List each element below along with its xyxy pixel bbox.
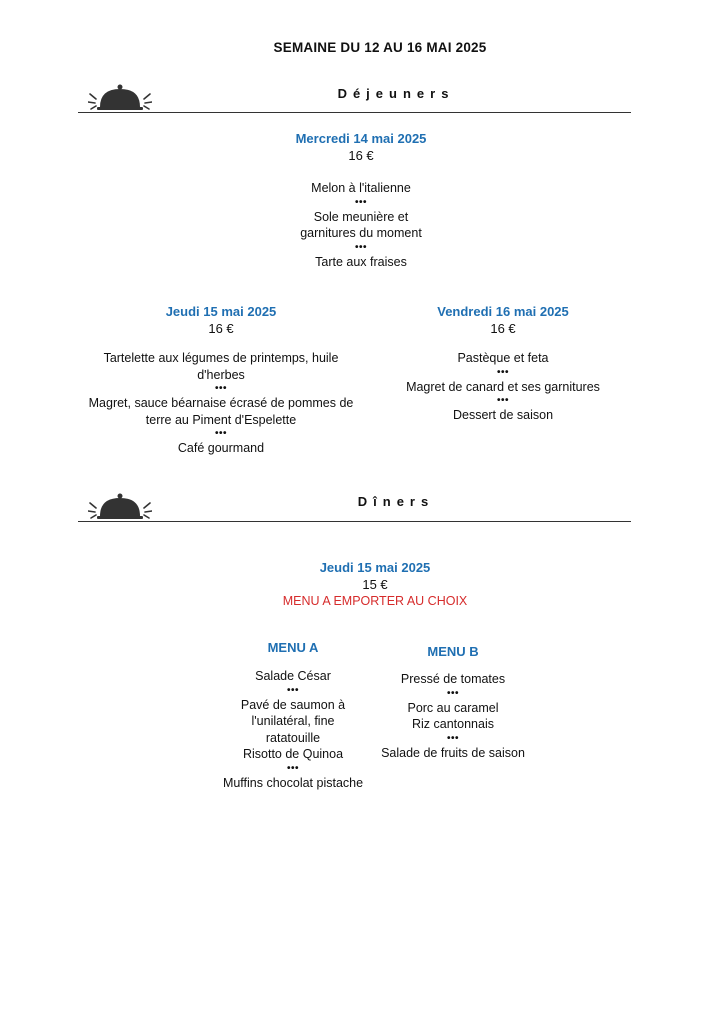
lunch-day-wednesday	[236, 131, 486, 270]
lunch-heading: Déjeuners	[337, 86, 455, 101]
day-price: 16 €	[490, 321, 516, 336]
separator-dots: •••	[354, 241, 367, 253]
menu-item: Magret, sauce béarnaise écrasé de pommes de	[88, 396, 354, 410]
day-price: 15 €	[362, 577, 388, 592]
menu-title: MENU B	[427, 644, 479, 659]
menu-item: Melon à l'italienne	[311, 181, 411, 195]
dinner-day-thursday	[236, 560, 514, 608]
menu-title: MENU A	[267, 640, 319, 655]
menu-a	[213, 640, 373, 791]
menu-b	[373, 644, 533, 761]
dinner-heading: Dîners	[357, 494, 435, 509]
day-price: 16 €	[348, 148, 374, 163]
takeaway-note: MENU A EMPORTER AU CHOIX	[282, 594, 468, 608]
menu-item: Salade César	[255, 669, 331, 683]
lunch-divider	[78, 112, 631, 113]
separator-dots: •••	[214, 428, 227, 439]
separator-dots: •••	[286, 684, 299, 696]
menu-item: Pastèque et feta	[457, 351, 549, 365]
separator-dots: •••	[496, 395, 509, 406]
menu-item: Riz cantonnais	[412, 717, 494, 731]
separator-dots: •••	[446, 732, 459, 744]
menu-item: Sole meunière et	[313, 209, 409, 224]
day-title: Jeudi 15 mai 2025	[165, 304, 277, 319]
day-price: 16 €	[208, 321, 234, 336]
menu-item: Risotto de Quinoa	[242, 747, 344, 761]
lunch-day-thursday	[76, 304, 366, 457]
menu-item: Porc au caramel	[407, 700, 499, 715]
menu-item: Tarte aux fraises	[315, 254, 407, 269]
day-title: Vendredi 16 mai 2025	[437, 304, 569, 319]
dinner-divider	[78, 521, 631, 522]
separator-dots: •••	[214, 383, 227, 394]
menu-item: garnitures du moment	[300, 226, 422, 240]
page-title: SEMAINE DU 12 AU 16 MAI 2025	[273, 40, 487, 55]
menu-item: d'herbes	[197, 367, 245, 382]
menu-item: Dessert de saison	[452, 408, 554, 422]
menu-item: Café gourmand	[177, 441, 265, 455]
menu-item: l'unilatéral, fine	[251, 714, 335, 728]
separator-dots: •••	[354, 196, 367, 208]
separator-dots: •••	[446, 687, 459, 699]
menu-item: Muffins chocolat pistache	[222, 775, 364, 790]
separator-dots: •••	[496, 366, 509, 378]
separator-dots: •••	[286, 762, 299, 774]
menu-item: Magret de canard et ses garnitures	[406, 379, 600, 394]
lunch-day-friday	[383, 304, 623, 424]
menu-item: Pavé de saumon à	[240, 697, 346, 712]
menu-item: Pressé de tomates	[400, 672, 506, 686]
menu-item: Salade de fruits de saison	[381, 745, 525, 760]
menu-item: Tartelette aux légumes de printemps, huile	[103, 351, 339, 365]
menu-item: ratatouille	[265, 730, 321, 745]
menu-item: terre au Piment d'Espelette	[145, 412, 297, 427]
day-title: Jeudi 15 mai 2025	[319, 560, 431, 575]
day-title: Mercredi 14 mai 2025	[295, 131, 427, 146]
